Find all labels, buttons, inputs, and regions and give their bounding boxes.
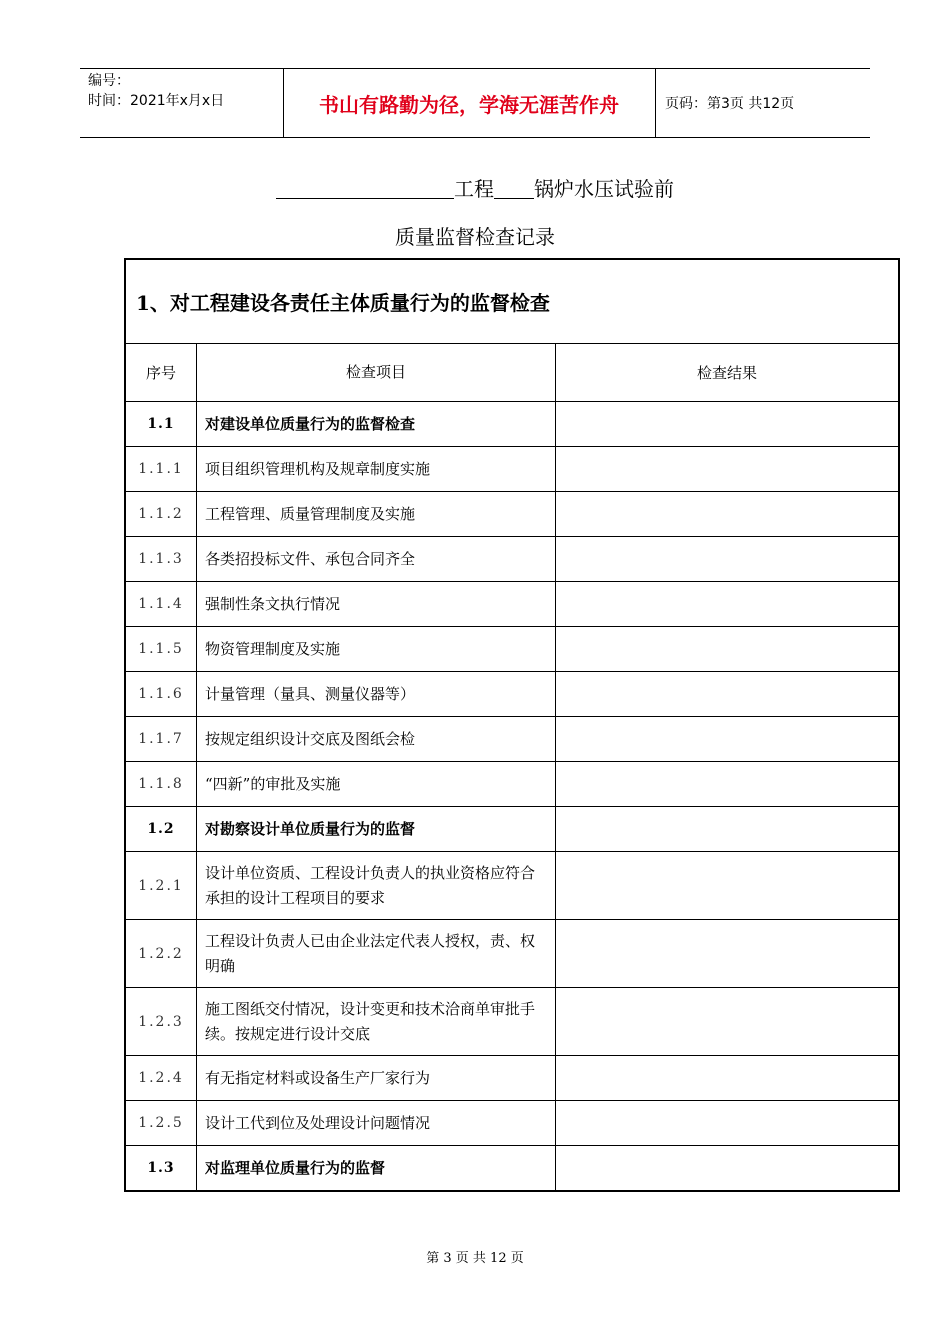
row-result-cell: [556, 402, 898, 446]
header-page-info: 页码：第3页 共12页: [665, 96, 795, 112]
row-result-cell: [556, 762, 898, 806]
column-header-item: 检查项目: [197, 344, 556, 401]
row-check-item: 有无指定材料或设备生产厂家行为: [197, 1056, 556, 1100]
row-number: 1.1.8: [126, 762, 197, 806]
row-result-cell: [556, 1146, 898, 1190]
blank-project-name: [276, 178, 454, 199]
row-check-item: 强制性条文执行情况: [197, 582, 556, 626]
blank-unit-number: [494, 178, 534, 199]
row-number: 1.1: [126, 402, 197, 446]
row-number: 1.2: [126, 807, 197, 851]
table-body: [126, 402, 898, 1190]
table-subsection-row: [126, 1146, 898, 1190]
table-row: [126, 852, 898, 920]
table-row: [126, 672, 898, 717]
row-number: 1.1.2: [126, 492, 197, 536]
column-header-no: 序号: [126, 344, 197, 401]
table-row: [126, 492, 898, 537]
number-label: 编号：: [88, 73, 130, 89]
row-check-item: 对勘察设计单位质量行为的监督: [197, 807, 556, 851]
row-number: 1.1.1: [126, 447, 197, 491]
row-result-cell: [556, 717, 898, 761]
row-check-item: 按规定组织设计交底及图纸会检: [197, 717, 556, 761]
row-number: 1.1.3: [126, 537, 197, 581]
row-result-cell: [556, 920, 898, 987]
table-row: [126, 762, 898, 807]
row-number: 1.1.6: [126, 672, 197, 716]
row-check-item: 各类招投标文件、承包合同齐全: [197, 537, 556, 581]
table-subsection-row: [126, 402, 898, 447]
row-result-cell: [556, 492, 898, 536]
table-row: [126, 537, 898, 582]
table-subsection-row: [126, 807, 898, 852]
page-footer: 第 3 页 共 12 页: [426, 1251, 524, 1266]
title-mid: 工程: [454, 177, 494, 201]
row-number: 1.2.4: [126, 1056, 197, 1100]
row-result-cell: [556, 627, 898, 671]
row-number: 1.3: [126, 1146, 197, 1190]
row-result-cell: [556, 1101, 898, 1145]
table-row: [126, 1101, 898, 1146]
table-row: [126, 717, 898, 762]
row-number: 1.1.4: [126, 582, 197, 626]
inspection-table: [124, 258, 900, 1192]
column-header-result: 检查结果: [696, 364, 757, 382]
title-end: 锅炉水压试验前: [534, 177, 674, 201]
row-number: 1.1.7: [126, 717, 197, 761]
table-header-row: [126, 344, 898, 402]
row-check-item: 对监理单位质量行为的监督: [197, 1146, 556, 1190]
table-row: [126, 627, 898, 672]
row-result-cell: [556, 852, 898, 919]
date-label: 时间：2021年x月x日: [88, 93, 225, 109]
header-divider: [655, 69, 656, 137]
document-header: [80, 68, 870, 138]
row-check-item: 设计单位资质、工程设计负责人的执业资格应符合承担的设计工程项目的要求: [197, 852, 556, 919]
row-check-item: 项目组织管理机构及规章制度实施: [197, 447, 556, 491]
table-row: [126, 988, 898, 1056]
row-number: 1.2.1: [126, 852, 197, 919]
row-check-item: 施工图纸交付情况，设计变更和技术洽商单审批手续。按规定进行设计交底: [197, 988, 556, 1055]
doc-title: [0, 173, 950, 202]
row-result-cell: [556, 807, 898, 851]
table-row: [126, 582, 898, 627]
row-result-cell: [556, 537, 898, 581]
row-result-cell: [556, 447, 898, 491]
row-number: 1.2.5: [126, 1101, 197, 1145]
row-check-item: 对建设单位质量行为的监督检查: [197, 402, 556, 446]
row-check-item: 计量管理（量具、测量仪器等）: [197, 672, 556, 716]
header-meta: [88, 71, 224, 111]
table-row: [126, 920, 898, 988]
row-result-cell: [556, 672, 898, 716]
row-check-item: 工程设计负责人已由企业法定代表人授权，责、权明确: [197, 920, 556, 987]
row-check-item: 工程管理、质量管理制度及实施: [197, 492, 556, 536]
table-row: [126, 1056, 898, 1101]
row-check-item: “四新”的审批及实施: [197, 762, 556, 806]
row-number: 1.2.2: [126, 920, 197, 987]
row-check-item: 物资管理制度及实施: [197, 627, 556, 671]
row-number: 1.1.5: [126, 627, 197, 671]
table-row: [126, 447, 898, 492]
header-motto: 书山有路勤为径，学海无涯苦作舟: [319, 92, 619, 117]
section-heading: 1、对工程建设各责任主体质量行为的监督检查: [126, 260, 898, 344]
row-result-cell: [556, 988, 898, 1055]
row-number: 1.2.3: [126, 988, 197, 1055]
row-result-cell: [556, 1056, 898, 1100]
doc-subtitle: 质量监督检查记录: [395, 225, 555, 249]
row-check-item: 设计工代到位及处理设计问题情况: [197, 1101, 556, 1145]
row-result-cell: [556, 582, 898, 626]
